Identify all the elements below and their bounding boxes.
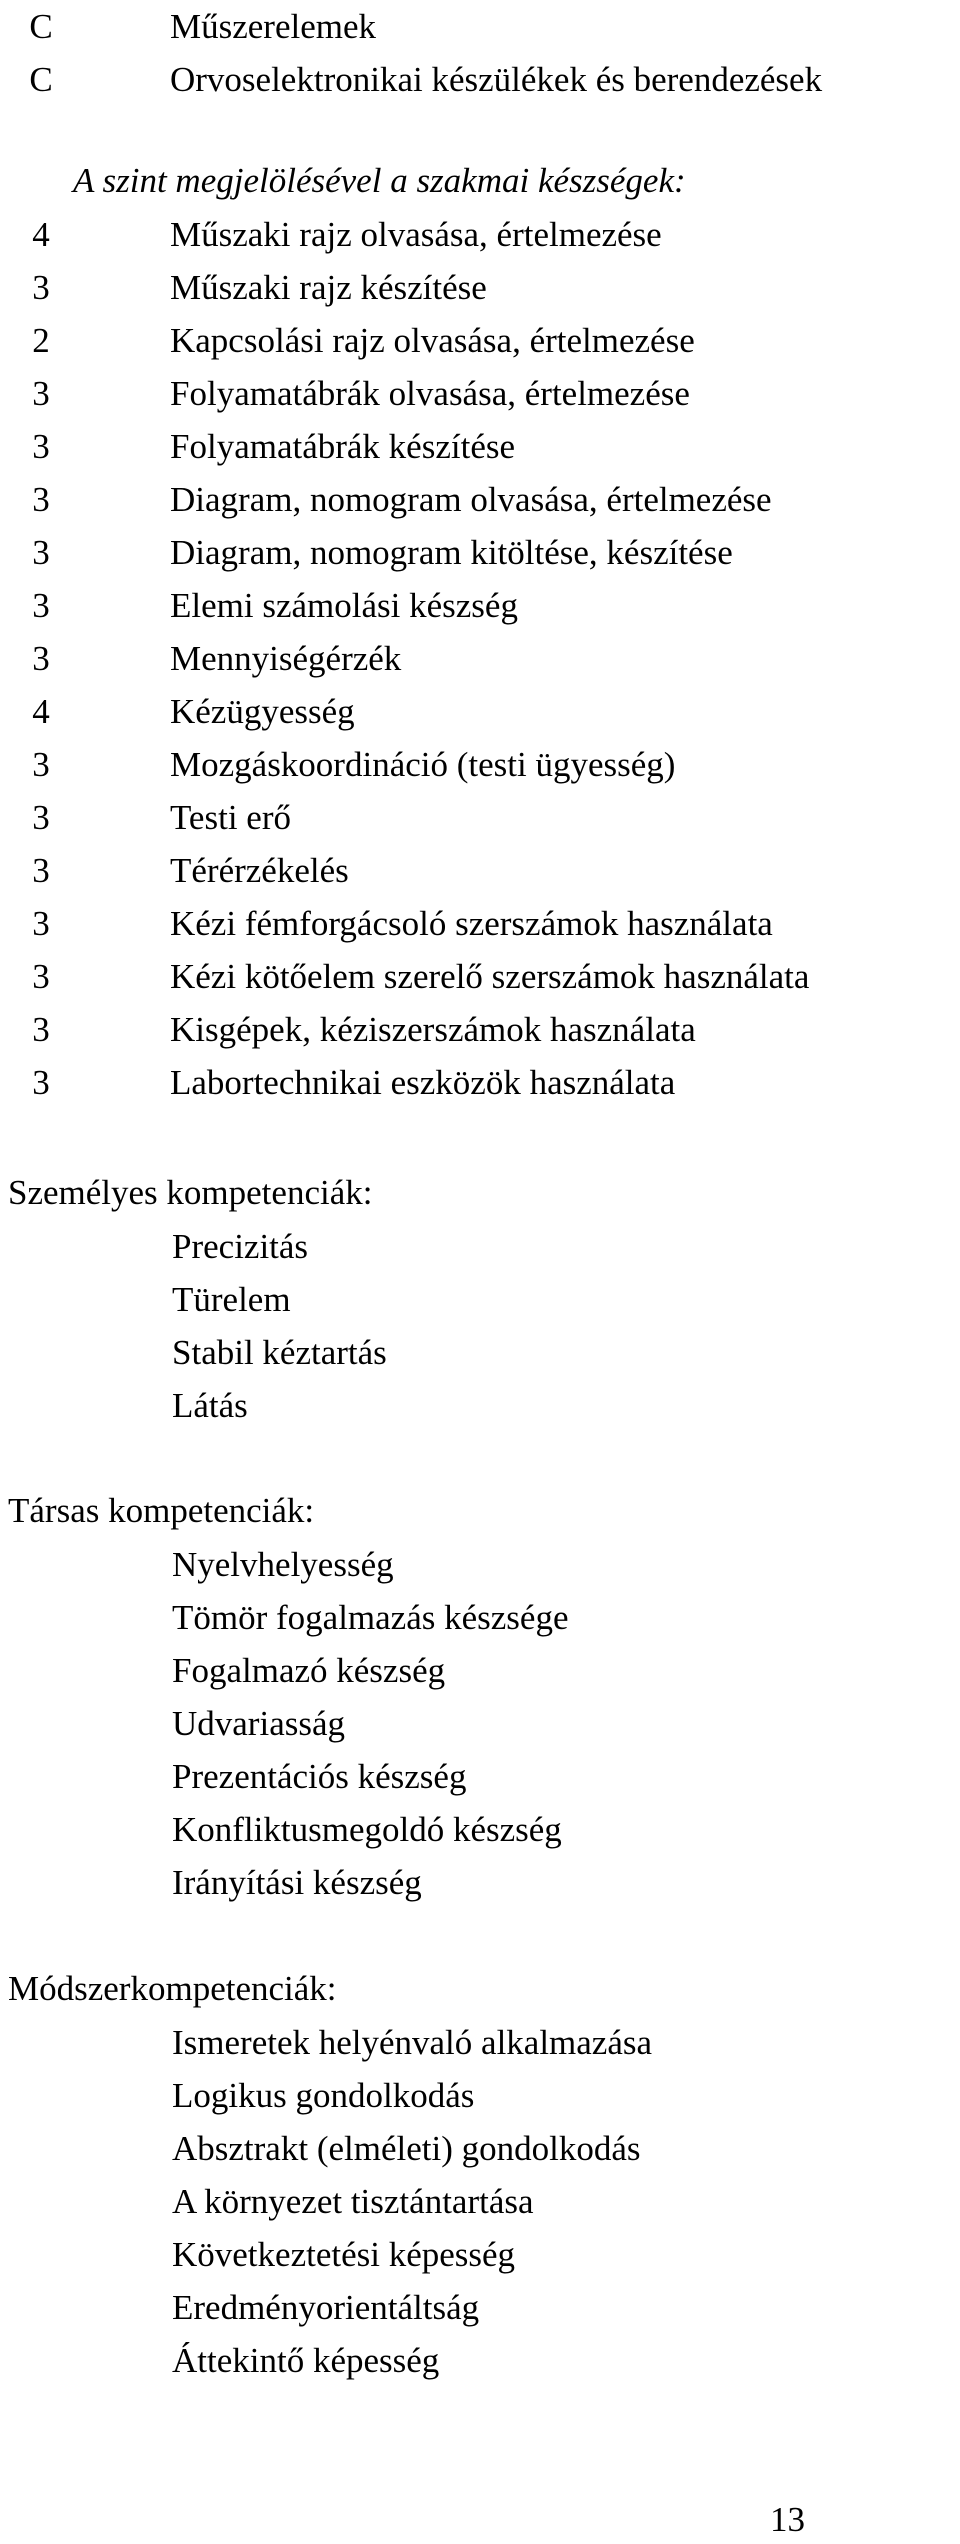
skills-list bbox=[0, 208, 960, 1109]
skill-level: 3 bbox=[32, 374, 50, 413]
skill-level: 4 bbox=[32, 215, 50, 254]
skill-text: Folyamatábrák olvasása, értelmezése bbox=[170, 374, 690, 413]
skill-level: 3 bbox=[32, 268, 50, 307]
skill-row bbox=[0, 1056, 960, 1109]
skill-level: 3 bbox=[32, 745, 50, 784]
skill-level: 3 bbox=[32, 427, 50, 466]
list-item: Irányítási készség bbox=[172, 1863, 422, 1902]
skill-row bbox=[0, 844, 960, 897]
c-rows bbox=[0, 0, 960, 106]
list-item: Eredményorientáltság bbox=[172, 2288, 480, 2327]
skill-text: Folyamatábrák készítése bbox=[170, 427, 516, 466]
personal-list bbox=[172, 1220, 387, 1432]
skill-row bbox=[0, 314, 960, 367]
row-text: Műszerelemek bbox=[170, 7, 377, 46]
list-item: A környezet tisztántartása bbox=[172, 2182, 534, 2221]
skill-level: 3 bbox=[32, 1010, 50, 1049]
list-item: Ismeretek helyénvaló alkalmazása bbox=[172, 2023, 653, 2062]
skill-level: 3 bbox=[32, 533, 50, 572]
personal-heading: Személyes kompetenciák: bbox=[8, 1173, 373, 1212]
list-item: Következtetési képesség bbox=[172, 2235, 516, 2274]
list-item: Logikus gondolkodás bbox=[172, 2076, 475, 2115]
skill-text: Kézi fémforgácsoló szerszámok használata bbox=[170, 904, 773, 943]
skill-row bbox=[0, 632, 960, 685]
method-heading: Módszerkompetenciák: bbox=[8, 1969, 337, 2008]
skill-level: 3 bbox=[32, 798, 50, 837]
list-item: Látás bbox=[172, 1386, 248, 1425]
list-item: Udvariasság bbox=[172, 1704, 346, 1743]
skill-row bbox=[0, 1003, 960, 1056]
row-code: C bbox=[29, 7, 53, 46]
skill-text: Diagram, nomogram olvasása, értelmezése bbox=[170, 480, 772, 519]
skill-text: Kisgépek, kéziszerszámok használata bbox=[170, 1010, 696, 1049]
skill-row bbox=[0, 950, 960, 1003]
list-item: Fogalmazó készség bbox=[172, 1651, 446, 1690]
skill-text: Műszaki rajz készítése bbox=[170, 268, 487, 307]
skill-level: 3 bbox=[32, 1063, 50, 1102]
skill-text: Kézügyesség bbox=[170, 692, 355, 731]
list-item: Prezentációs készség bbox=[172, 1757, 467, 1796]
skill-row bbox=[0, 208, 960, 261]
row-code: C bbox=[29, 60, 53, 99]
skill-text: Térérzékelés bbox=[170, 851, 349, 890]
skill-level: 3 bbox=[32, 957, 50, 996]
skills-heading: A szint megjelölésével a szakmai készségek: bbox=[73, 161, 686, 200]
skill-row bbox=[0, 473, 960, 526]
list-item: Tömör fogalmazás készsége bbox=[172, 1598, 569, 1637]
skill-row bbox=[0, 738, 960, 791]
skill-row bbox=[0, 685, 960, 738]
skill-row bbox=[0, 420, 960, 473]
skill-text: Testi erő bbox=[170, 798, 291, 837]
skill-level: 3 bbox=[32, 586, 50, 625]
list-item: Absztrakt (elméleti) gondolkodás bbox=[172, 2129, 641, 2168]
skill-text: Diagram, nomogram kitöltése, készítése bbox=[170, 533, 733, 572]
list-item: Konfliktusmegoldó készség bbox=[172, 1810, 562, 1849]
social-list bbox=[172, 1538, 569, 1909]
skill-level: 4 bbox=[32, 692, 50, 731]
c-row bbox=[0, 0, 960, 53]
row-text: Orvoselektronikai készülékek és berendezések bbox=[170, 60, 823, 99]
skill-row bbox=[0, 526, 960, 579]
skill-row bbox=[0, 579, 960, 632]
skill-text: Mennyiségérzék bbox=[170, 639, 402, 678]
skill-text: Mozgáskoordináció (testi ügyesség) bbox=[170, 745, 676, 784]
list-item: Stabil kéztartás bbox=[172, 1333, 387, 1372]
skill-row bbox=[0, 897, 960, 950]
skill-level: 3 bbox=[32, 904, 50, 943]
c-row bbox=[0, 53, 960, 106]
skill-text: Kapcsolási rajz olvasása, értelmezése bbox=[170, 321, 695, 360]
skill-level: 2 bbox=[32, 321, 50, 360]
list-item: Nyelvhelyesség bbox=[172, 1545, 394, 1584]
list-item: Áttekintő képesség bbox=[172, 2341, 440, 2380]
skill-row bbox=[0, 791, 960, 844]
skill-text: Elemi számolási készség bbox=[170, 586, 518, 625]
social-heading: Társas kompetenciák: bbox=[8, 1491, 315, 1530]
page-number: 13 bbox=[770, 2500, 805, 2539]
skill-text: Kézi kötőelem szerelő szerszámok használata bbox=[170, 957, 810, 996]
skill-level: 3 bbox=[32, 851, 50, 890]
skill-level: 3 bbox=[32, 480, 50, 519]
list-item: Precizitás bbox=[172, 1227, 309, 1266]
skill-row bbox=[0, 261, 960, 314]
list-item: Türelem bbox=[172, 1280, 291, 1319]
skill-row bbox=[0, 367, 960, 420]
method-list bbox=[172, 2016, 652, 2387]
skill-text: Labortechnikai eszközök használata bbox=[170, 1063, 676, 1102]
skill-level: 3 bbox=[32, 639, 50, 678]
skill-text: Műszaki rajz olvasása, értelmezése bbox=[170, 215, 662, 254]
